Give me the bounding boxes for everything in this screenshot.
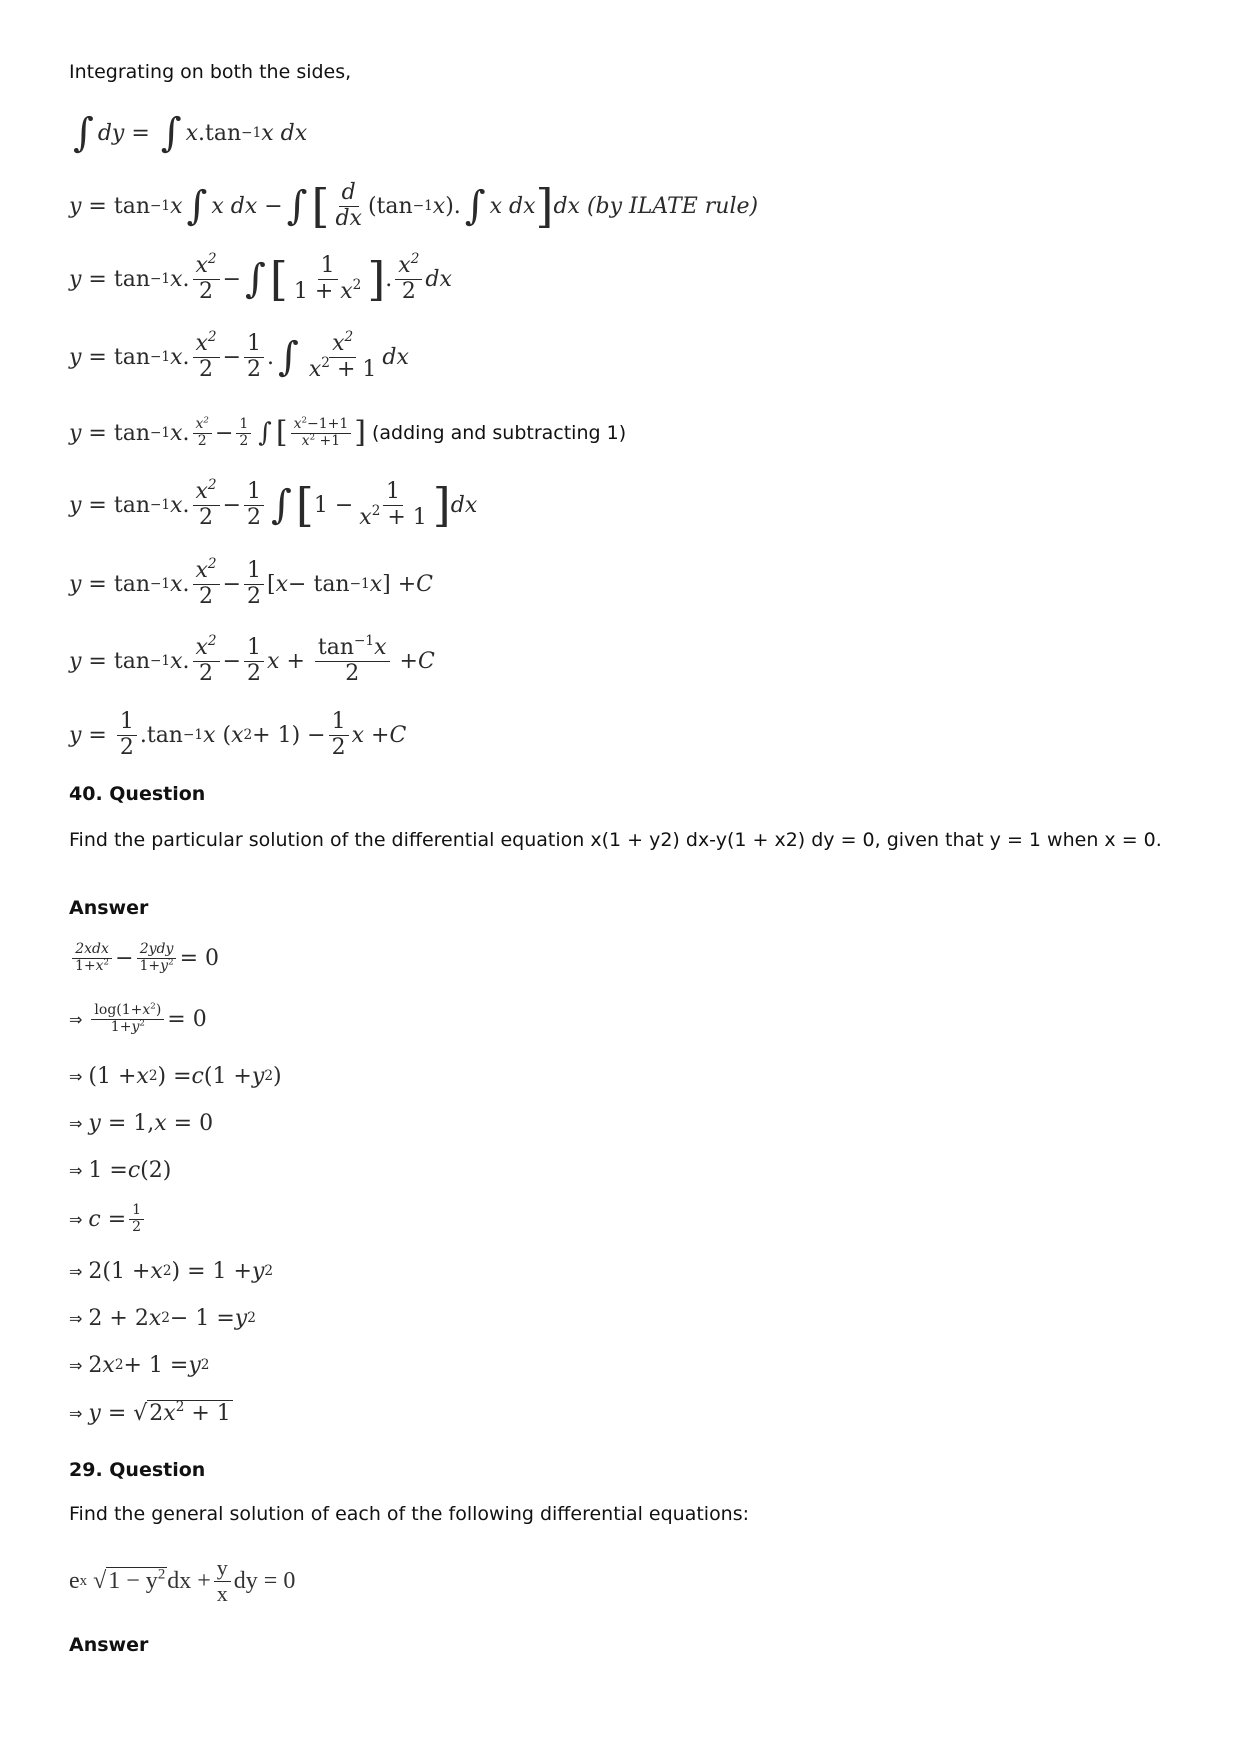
equation-step-8: y = tan −1 x . $\frac{x^2}{2}$ − $\frac{1}{2}$ x + $\frac{\tan^{-1}x}{2}$ + C — [69, 633, 435, 686]
equation-step-3: y = tan −1 x . $\frac{x^2}{2}$ − ∫ [ $\frac{1}{1 + x^2}$ ] . $\frac{x^2}{2}$ dx — [69, 251, 452, 306]
equation-step-6: y = tan −1 x . $\frac{x^2}{2}$ − $\frac{1}{2}$ ∫ [ 1 − $\frac{1}{x^2 + 1}$ ] dx — [69, 477, 478, 532]
equation-final-result: y = $\frac{1}{2}$ .tan −1 x ( x 2 + 1) − $\frac{1}{2}$ x + C — [69, 709, 407, 760]
q40-step-5: ⇒ 1 = c (2) — [69, 1157, 172, 1183]
ilate-rule-note: (by ILATE rule) — [586, 193, 759, 219]
q40-step-6: ⇒ c = $\frac{1}{2}$ — [69, 1195, 147, 1243]
q40-step-9: ⇒ 2 x 2 + 1 = y 2 — [69, 1352, 210, 1378]
question-40-title: 40. Question — [69, 783, 206, 805]
intro-text: Integrating on both the sides, — [69, 61, 352, 83]
q40-step-3: ⇒ (1 + x 2 ) = c (1 + y 2 ) — [69, 1063, 282, 1089]
q40-step-1: $\frac{\text{2xdx}}{1+x^2}$ − $\frac{\text{2ydy}}{1+y^2}$ = 0 — [69, 934, 219, 982]
question-40-text: Find the particular solution of the differential equation x(1 + y2) dx-y(1 + x2) dy = 0, given that y = 1 when x = 0. — [69, 829, 1162, 851]
q40-step-7: ⇒ 2(1 + x 2 ) = 1 + y 2 — [69, 1258, 274, 1284]
question-29-title: 29. Question — [69, 1459, 206, 1481]
adding-subtracting-note: (adding and subtracting 1) — [372, 422, 627, 444]
q40-step-4: ⇒ y = 1, x = 0 — [69, 1110, 214, 1136]
question-40-answer-label: Answer — [69, 897, 149, 919]
q40-step-2: ⇒ $\frac{\log(1+x^2)}{1+y^2}$ = 0 — [69, 1001, 207, 1035]
question-29-equation: e x √ $1 - y^2$ dx + $\frac{y}{x}$ dy = 0 — [69, 1555, 296, 1606]
equation-step-7: y = tan −1 x . $\frac{x^2}{2}$ − $\frac{1}{2}$ [ x − tan −1 x ] + C — [69, 556, 433, 609]
equation-by-parts: y = tan −1 x ∫ x dx − ∫ [ $\frac{d}{dx}$ (tan −1 x ). ∫ x dx ] dx (by ILATE rule) — [69, 179, 759, 233]
q40-step-10: ⇒ y = √ $2x^2 + 1$ — [69, 1399, 231, 1426]
equation-step-5: y = tan −1 x . $\frac{x^2}{2}$ − $\frac{1}{2}$ ∫ [ $\frac{x^2-1+1}{x^2 +1}$ ] (adding and subtracting 1) — [69, 415, 627, 450]
q40-step-8: ⇒ 2 + 2 x 2 − 1 = y 2 — [69, 1305, 256, 1331]
question-29-text: Find the general solution of each of the following differential equations: — [69, 1503, 750, 1525]
equation-step-4: y = tan −1 x . $\frac{x^2}{2}$ − $\frac{1}{2}$ . ∫ $\frac{x^2}{x^2 + 1}$ dx — [69, 329, 409, 382]
equation-integral-setup: ∫ dy = ∫ x .tan −1 x dx — [73, 110, 308, 156]
question-29-answer-label: Answer — [69, 1634, 149, 1656]
